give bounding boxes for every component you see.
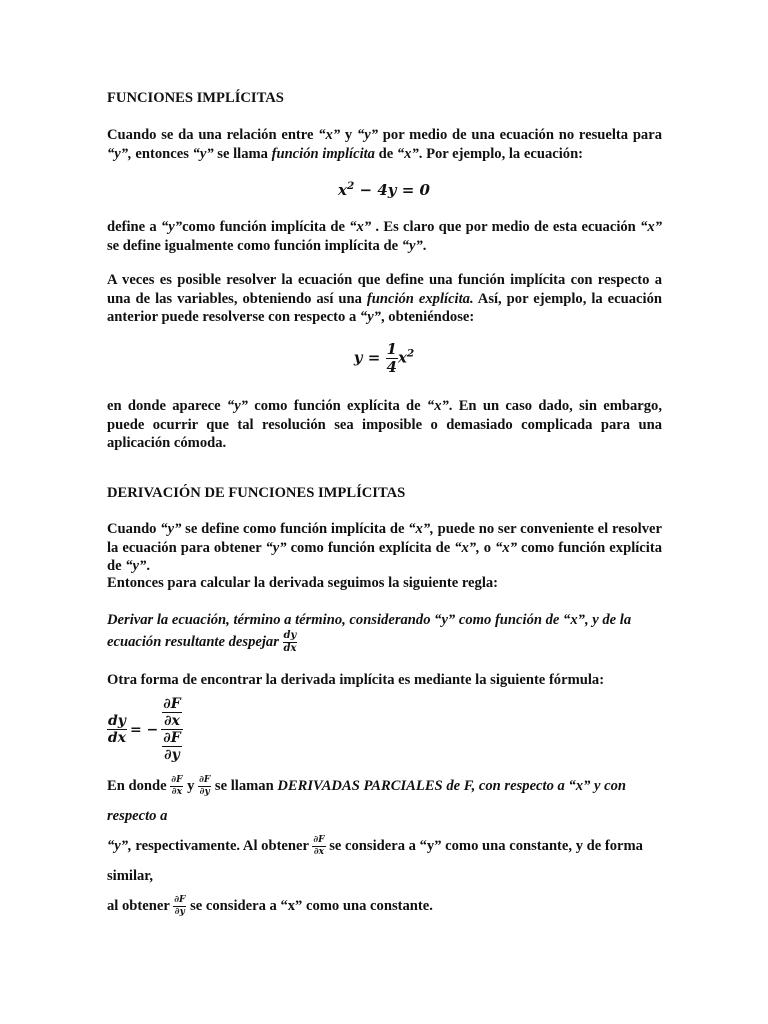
text: se define como función implícita de [181, 521, 409, 537]
denominator: ∂x [313, 847, 325, 858]
text: como función explícita de [247, 398, 427, 414]
paragraph-partial-derivatives [107, 771, 662, 921]
fraction-dF-dx-inline [170, 776, 183, 797]
eq-var: x [338, 181, 347, 199]
rule-line: Derivar la ecuación, término a término, considerando “y” como función de “x”, y de la [107, 612, 632, 628]
eq-exponent: 2 [347, 180, 355, 192]
text: o [479, 539, 496, 556]
fraction-dF-dy-inline [198, 776, 211, 797]
equation-y-equals-quarter-x2 [0, 342, 768, 375]
paragraph-explicit-function [107, 271, 662, 327]
numerator: ∂F [199, 775, 211, 786]
numerator: ∂F [313, 835, 325, 846]
section-title-implicit-functions: FUNCIONES IMPLÍCITAS [107, 90, 284, 106]
var-x: “x” [495, 539, 517, 556]
text: y [340, 127, 357, 143]
rule-line: ecuación resultante despejar [107, 633, 279, 650]
eq-lhs: y = [353, 348, 386, 367]
denominator: ∂x [171, 787, 182, 798]
text: . Es claro que por medio de esta ecuación [371, 219, 641, 235]
paragraph-implicit-example [107, 218, 662, 255]
denominator: 4 [386, 358, 397, 376]
var-y: “y” [192, 145, 214, 162]
rule-statement [107, 610, 662, 654]
text: entonces [131, 145, 193, 162]
eq-equals-minus: = − [129, 721, 159, 738]
var-y: “y” [356, 127, 379, 143]
fraction-dy-dx [283, 631, 298, 654]
text: A veces es posible resolver la ecuación que define una función implícita con respecto a una de las variables, obteniendo así una [107, 272, 662, 307]
paragraph-rule-intro: Entonces para calcular la derivada seguimos la siguiente regla: [107, 575, 499, 591]
fraction-dF-dx [162, 697, 181, 728]
section-title-derivation: DERIVACIÓN DE FUNCIONES IMPLÍCITAS [107, 485, 406, 501]
text: en donde aparece [107, 398, 227, 414]
text: y [183, 778, 199, 794]
text: . Por ejemplo, la ecuación: [418, 145, 584, 162]
text: se llaman [211, 778, 278, 794]
var-x: “x” [640, 219, 662, 235]
var-y: “y”, [107, 145, 132, 162]
text: respectivamente. Al obtener [131, 838, 313, 854]
text: . En un caso dado, sin embargo, puede ocurrir que tal resolución sea imposible o demasiado complicada para una aplicación cómoda. [107, 398, 662, 451]
text: . [146, 558, 150, 574]
var-y: “y” [265, 539, 287, 556]
text: se llama [213, 145, 272, 162]
text: Cuando [107, 521, 161, 537]
denominator [162, 730, 181, 762]
text: . [422, 237, 427, 254]
numerator [161, 697, 182, 730]
fraction-one-quarter [386, 342, 398, 375]
denominator: ∂y [199, 787, 210, 798]
term-partial-derivatives: DERIVADAS PARCIALES de F, con respecto a “x” y con respecto a [107, 778, 627, 824]
var-x: “x” [396, 145, 419, 162]
text: puede no ser conveniente el resolver la ecuación para obtener [107, 521, 662, 556]
text: Así, por ejemplo, la ecuación anterior puede resolverse con respecto a [107, 290, 662, 325]
equation-x2-minus-4y [0, 181, 768, 199]
fraction-dF-dy-inline [173, 896, 186, 917]
var-y: “y” [401, 237, 423, 254]
text: por medio de una ecuación no resuelta para [378, 127, 663, 143]
var-x: “x”, [454, 539, 480, 556]
denominator: ∂y [174, 907, 185, 918]
text: se considera a “y” como una constante, y de forma similar, [107, 838, 643, 884]
var-y: “y” [226, 398, 248, 414]
fraction-partials [161, 697, 182, 762]
var-y: “y” [160, 521, 182, 537]
var-x: “x” [349, 219, 372, 235]
text: como función explícita de [107, 539, 662, 574]
text: de [374, 145, 397, 162]
eq-var: x [397, 348, 407, 367]
paragraph-definition [107, 126, 662, 163]
text: como función implícita de [182, 219, 350, 235]
denominator: ∂y [164, 747, 180, 763]
var-x: “x” [318, 127, 341, 143]
numerator: ∂F [174, 895, 186, 906]
var-y: “y” [160, 219, 183, 235]
eq-exponent: 2 [406, 347, 415, 360]
var-y: “y”, [107, 838, 132, 854]
implicit-derivative-formula [107, 697, 183, 762]
text: como función explícita de [286, 539, 455, 556]
text: se define igualmente como función implícita de [107, 237, 402, 254]
text: Cuando se da una relación entre [107, 127, 319, 143]
fraction-dF-dx-inline [312, 836, 325, 857]
text: , obteniéndose: [380, 309, 475, 325]
text: al obtener [107, 898, 174, 914]
numerator: ∂F [171, 775, 183, 786]
var-x: “x” [426, 398, 449, 414]
numerator: dy [283, 630, 297, 641]
text: define a [107, 219, 161, 235]
denominator: dx [107, 730, 127, 746]
term-explicit-function: función explícita. [366, 290, 474, 307]
var-y: “y” [125, 558, 147, 574]
eq-rest: − 4y = 0 [354, 181, 430, 199]
fraction-dy-dx-lhs [107, 714, 127, 745]
term-implicit-function: función implícita [271, 145, 375, 162]
var-y: “y” [359, 309, 381, 325]
numerator: 1 [386, 340, 397, 358]
numerator: dy [108, 713, 126, 729]
fraction-dF-dy [162, 731, 181, 762]
denominator: ∂x [164, 713, 180, 729]
paragraph-derivation-intro [107, 520, 662, 576]
numerator: ∂F [163, 696, 181, 712]
var-x: “x”, [408, 521, 434, 537]
paragraph-explicit-example [107, 397, 662, 453]
denominator: dx [283, 643, 297, 654]
paragraph-formula-intro: Otra forma de encontrar la derivada implícita es mediante la siguiente fórmula: [107, 672, 605, 688]
numerator: ∂F [163, 730, 181, 746]
text: En donde [107, 778, 171, 794]
text: se considera a “x” como una constante. [186, 898, 433, 914]
